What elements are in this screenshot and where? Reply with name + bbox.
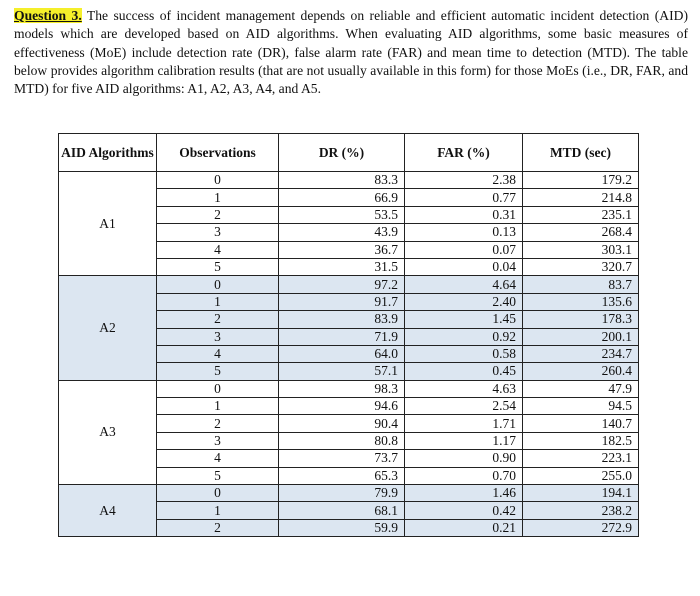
table-row [59,380,639,397]
dr-cell: 31.5 [279,258,405,275]
far-cell: 0.31 [405,206,523,223]
far-cell: 0.77 [405,189,523,206]
observation-cell: 0 [157,276,279,293]
far-cell: 1.71 [405,415,523,432]
observation-cell: 1 [157,293,279,310]
table-row [59,276,639,293]
dr-cell: 59.9 [279,519,405,536]
algorithm-cell: A3 [59,380,157,484]
observation-cell: 5 [157,467,279,484]
far-cell: 2.54 [405,398,523,415]
observation-cell: 4 [157,241,279,258]
mtd-cell: 135.6 [523,293,639,310]
table-row [59,172,639,189]
dr-cell: 94.6 [279,398,405,415]
far-cell: 0.92 [405,328,523,345]
far-cell: 1.46 [405,485,523,502]
far-cell: 0.90 [405,450,523,467]
algorithm-cell: A1 [59,172,157,276]
far-cell: 1.17 [405,432,523,449]
mtd-cell: 94.5 [523,398,639,415]
mtd-cell: 272.9 [523,519,639,536]
dr-cell: 80.8 [279,432,405,449]
far-cell: 1.45 [405,311,523,328]
far-cell: 2.40 [405,293,523,310]
far-cell: 4.64 [405,276,523,293]
dr-cell: 73.7 [279,450,405,467]
dr-cell: 90.4 [279,415,405,432]
observation-cell: 0 [157,172,279,189]
dr-cell: 98.3 [279,380,405,397]
observation-cell: 4 [157,345,279,362]
dr-cell: 43.9 [279,224,405,241]
observation-cell: 1 [157,502,279,519]
question-label: Question 3. [14,8,82,23]
dr-cell: 79.9 [279,485,405,502]
dr-cell: 83.3 [279,172,405,189]
mtd-cell: 214.8 [523,189,639,206]
observation-cell: 2 [157,415,279,432]
far-cell: 0.07 [405,241,523,258]
mtd-cell: 255.0 [523,467,639,484]
mtd-cell: 235.1 [523,206,639,223]
question-text: The success of incident management depends on reliable and efficient automatic incident detection (AID) models which are developed based on AID algorithms. When evaluating AID algorithms, some basic measures of effectiveness (MoE) include detection rate (DR), false alarm rate (FAR) and mean time to detection (MTD). The table below provides algorithm calibration results (that are not usually available in this form) for those MoEs (i.e., DR, FAR, and MTD) for five AID algorithms: A1, A2, A3, A4, and A5. [14,8,688,97]
dr-cell: 57.1 [279,363,405,380]
header-mtd: MTD (sec) [523,134,639,172]
far-cell: 0.21 [405,519,523,536]
observation-cell: 2 [157,311,279,328]
observation-cell: 1 [157,398,279,415]
far-cell: 4.63 [405,380,523,397]
mtd-cell: 83.7 [523,276,639,293]
dr-cell: 83.9 [279,311,405,328]
mtd-cell: 179.2 [523,172,639,189]
mtd-cell: 303.1 [523,241,639,258]
mtd-cell: 320.7 [523,258,639,275]
observation-cell: 2 [157,206,279,223]
observation-cell: 3 [157,432,279,449]
mtd-cell: 140.7 [523,415,639,432]
observation-cell: 0 [157,380,279,397]
mtd-cell: 47.9 [523,380,639,397]
far-cell: 0.13 [405,224,523,241]
dr-cell: 71.9 [279,328,405,345]
dr-cell: 66.9 [279,189,405,206]
mtd-cell: 200.1 [523,328,639,345]
observation-cell: 3 [157,224,279,241]
header-dr: DR (%) [279,134,405,172]
mtd-cell: 268.4 [523,224,639,241]
far-cell: 0.42 [405,502,523,519]
far-cell: 2.38 [405,172,523,189]
header-far: FAR (%) [405,134,523,172]
mtd-cell: 260.4 [523,363,639,380]
algorithm-cell: A4 [59,485,157,537]
dr-cell: 68.1 [279,502,405,519]
observation-cell: 4 [157,450,279,467]
table-row [59,485,639,502]
header-observations: Observations [157,134,279,172]
mtd-cell: 178.3 [523,311,639,328]
aid-results-table [58,133,639,537]
far-cell: 0.04 [405,258,523,275]
table-header-row [59,134,639,172]
dr-cell: 97.2 [279,276,405,293]
table-body [59,172,639,537]
observation-cell: 0 [157,485,279,502]
dr-cell: 64.0 [279,345,405,362]
dr-cell: 65.3 [279,467,405,484]
observation-cell: 1 [157,189,279,206]
question-paragraph [14,7,688,98]
far-cell: 0.58 [405,345,523,362]
mtd-cell: 238.2 [523,502,639,519]
dr-cell: 36.7 [279,241,405,258]
mtd-cell: 194.1 [523,485,639,502]
mtd-cell: 223.1 [523,450,639,467]
dr-cell: 91.7 [279,293,405,310]
algorithm-cell: A2 [59,276,157,380]
dr-cell: 53.5 [279,206,405,223]
observation-cell: 5 [157,258,279,275]
far-cell: 0.70 [405,467,523,484]
observation-cell: 3 [157,328,279,345]
far-cell: 0.45 [405,363,523,380]
observation-cell: 2 [157,519,279,536]
mtd-cell: 234.7 [523,345,639,362]
observation-cell: 5 [157,363,279,380]
mtd-cell: 182.5 [523,432,639,449]
header-aid-algorithms: AID Algorithms [59,134,157,172]
